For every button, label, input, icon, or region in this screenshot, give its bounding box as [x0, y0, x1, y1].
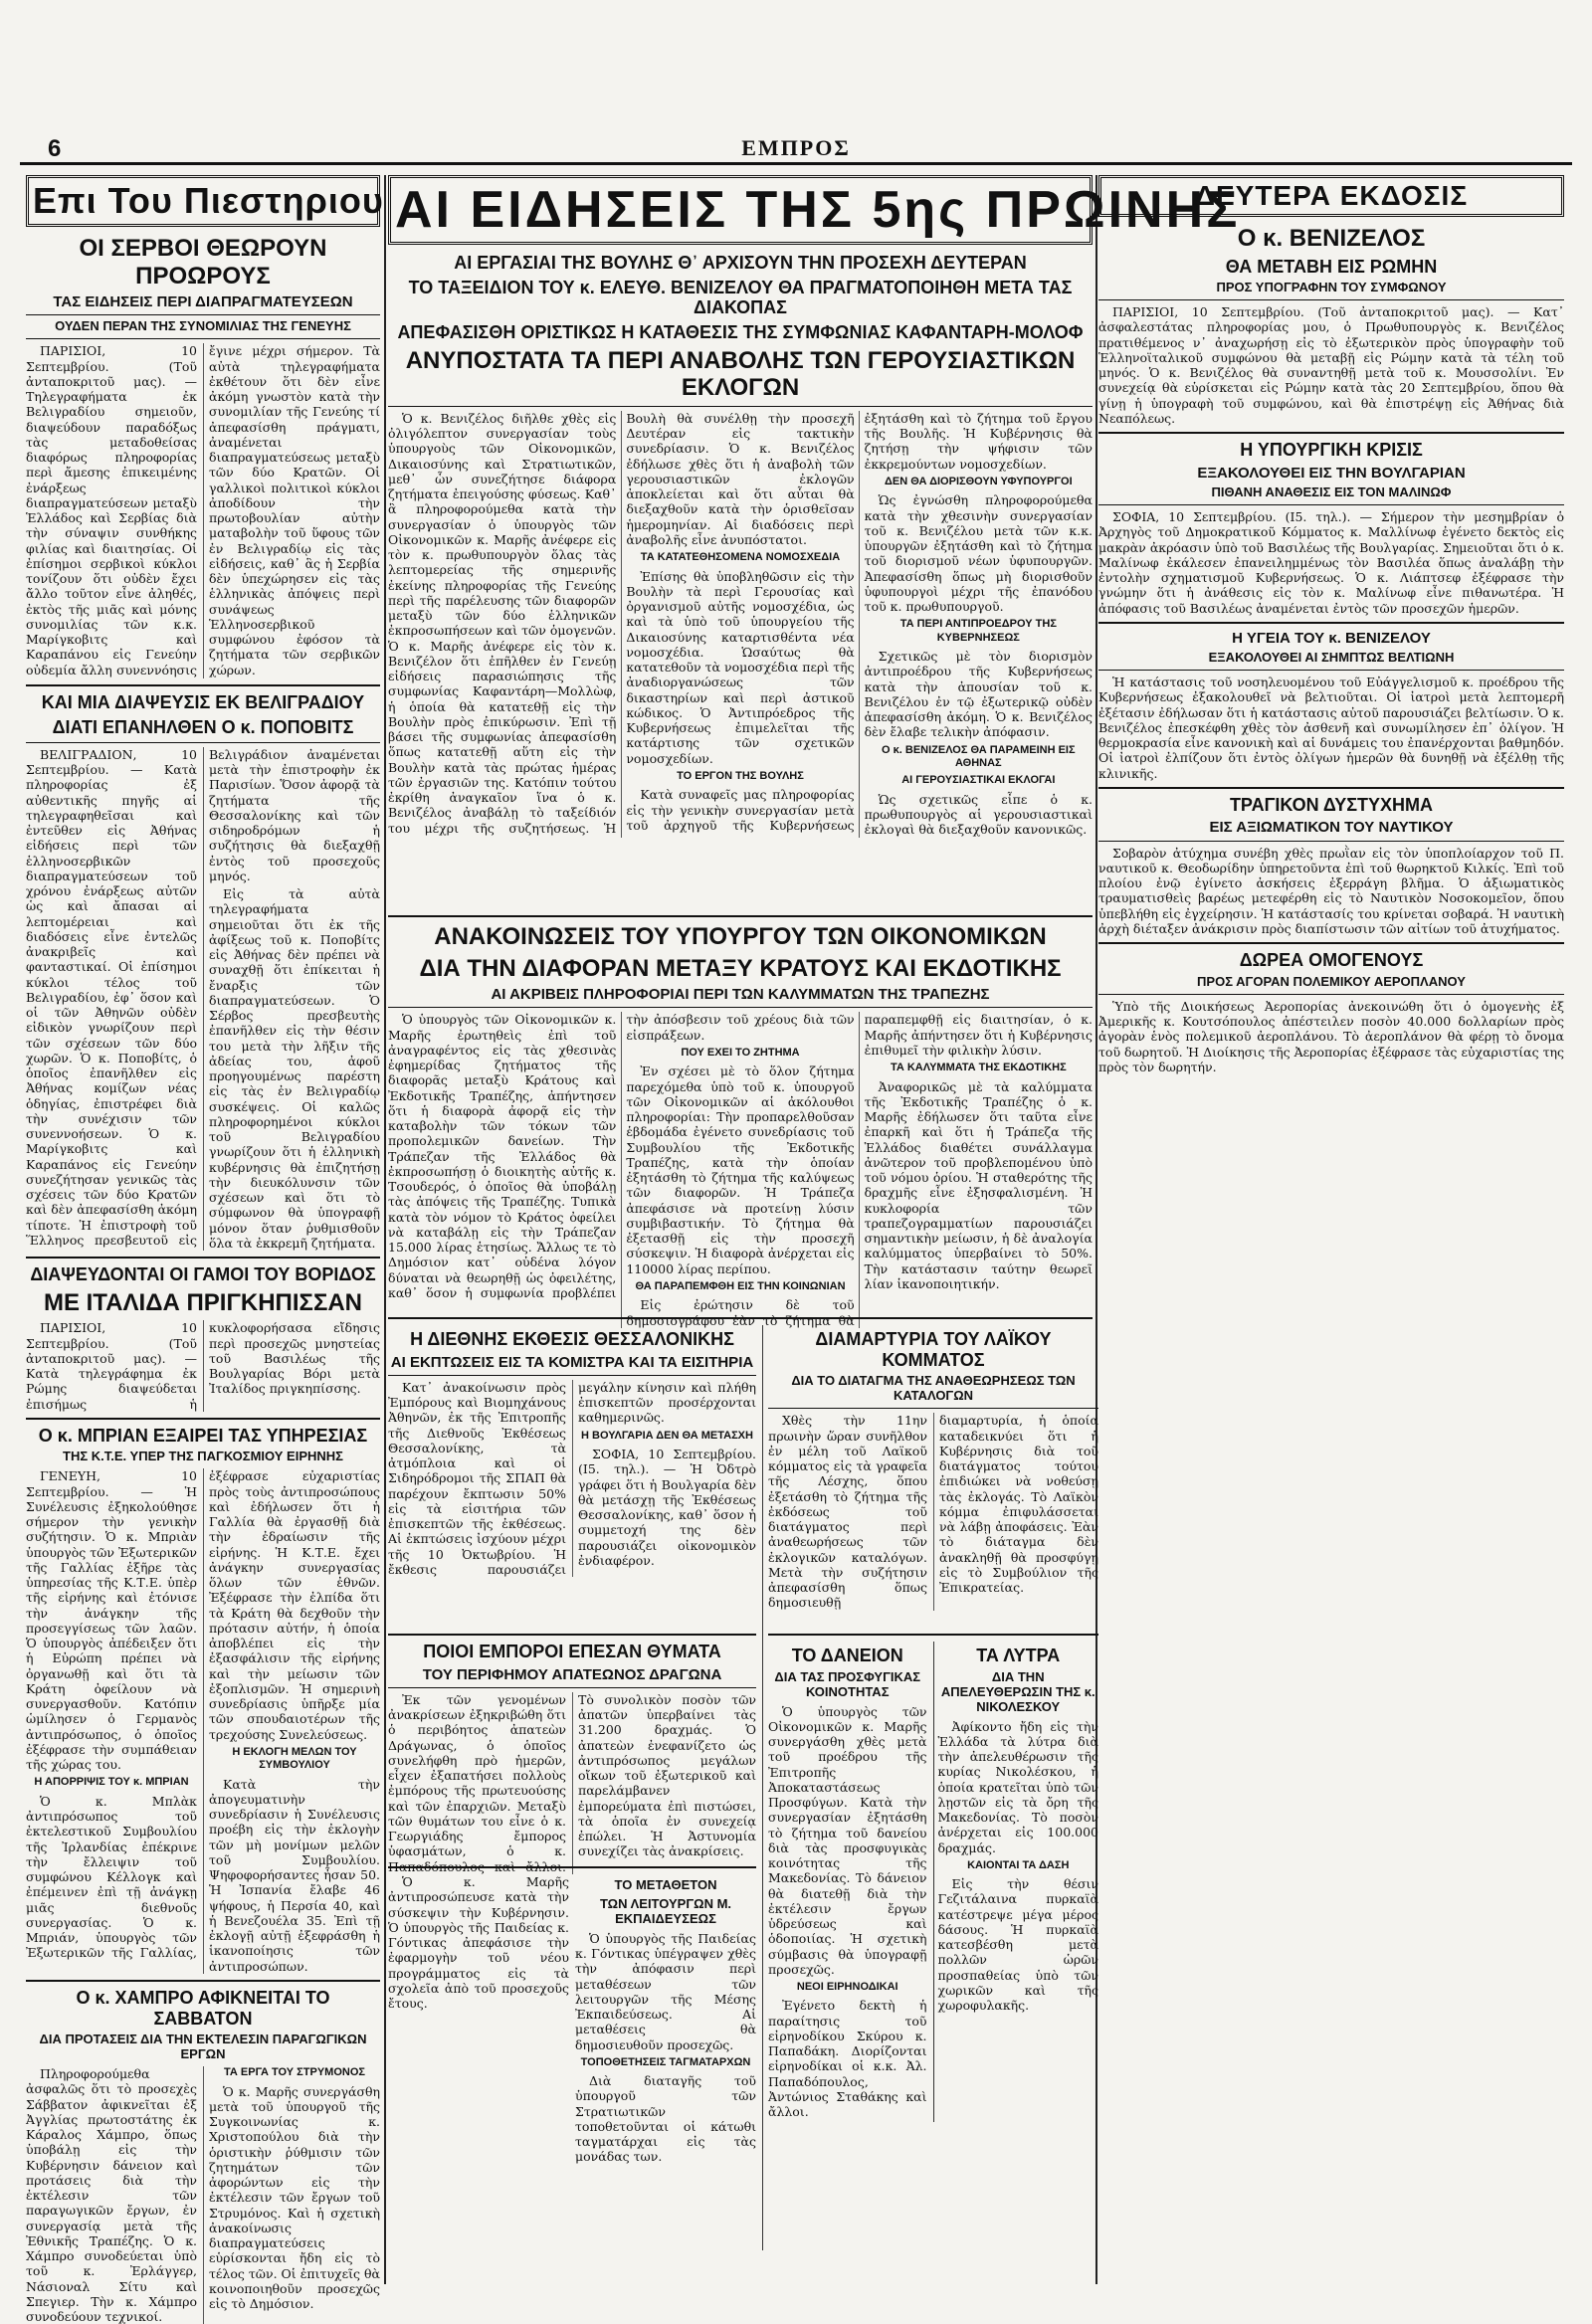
paragraph: Ὁ ὑπουργὸς τῶν Οἰκονομικῶν κ. Μαρῆς συνεργάσθη χθὲς μετὰ τοῦ προέδρου τῆς Ἐπιτροπῆς Ἀποκαταστάσεως Προσφύγων. Κατὰ τὴν συνεργασίαν ἐξητάσθη τὸ ζήτημα τοῦ δανείου διὰ τὰς προσφυγικὰς κοινότητας τῆς Μακεδονίας. Τὸ δάνειον θὰ διατεθῇ διὰ τὴν ἐκτέλεσιν ἔργων ὑδρεύσεως καὶ ὁδοποιίας. Ἡ σχετικὴ σύμβασις θὰ ὑπογραφῇ προσεχῶς.: [768, 1703, 927, 1977]
subheadline: ΑΙ ΕΚΠΤΩΣΕΙΣ ΕΙΣ ΤΑ ΚΟΜΙΣΤΡΑ ΚΑΙ ΤΑ ΕΙΣΙΤΗΡΙΑ: [390, 1353, 754, 1371]
article-health: [1098, 630, 1564, 781]
article-teaching: [388, 1874, 569, 2168]
article-briand: [26, 1426, 380, 1974]
page-number: 6: [48, 135, 62, 162]
headline: ΑΝΥΠΟΣΤΑΤΑ ΤΑ ΠΕΡΙ ΑΝΑΒΟΛΗΣ ΤΩΝ ΓΕΡΟΥΣΙΑΣΤΙΚΩΝ ΕΚΛΟΓΩΝ: [405, 346, 1076, 402]
masthead: [20, 135, 1572, 165]
divider: [1098, 299, 1564, 300]
article-protest: [768, 1329, 1098, 1628]
subheadline: ΘΑ ΜΕΤΑΒΗ ΕΙΣ ΡΩΜΗΝ: [1225, 256, 1438, 277]
subheadline: ΟΥΔΕΝ ΠΕΡΑΝ ΤΗΣ ΣΥΝΟΜΙΛΙΑΣ ΤΗΣ ΓΕΝΕΥΗΣ: [55, 318, 351, 334]
divider: [1098, 670, 1564, 671]
section-banner: ΑΙ ΕΙΔΗΣΕΙΣ ΤΗΣ 5ης ΠΡΩΙΝΗΣ: [388, 175, 1093, 245]
paragraph: Ἐγένετο δεκτὴ ἡ παραίτησις τοῦ εἰρηνοδίκου Σκύρου κ. Παπαδάκη. Διορίζονται εἰρηνοδίκαι οἱ κ.κ. Ἀλ. Παπαδόπουλος, Ἀντώνιος Σταθάκης καὶ ἄλλοι.: [768, 1998, 927, 2120]
article-parliament: [388, 253, 1093, 909]
article-body: [1098, 999, 1564, 1074]
article-naval-accident: [1098, 795, 1564, 936]
divider: [1098, 432, 1564, 434]
paper-name: ΕΜΠΡΟΣ: [741, 135, 851, 160]
divider: [1098, 994, 1564, 995]
column-divider: [384, 175, 386, 2284]
subheadline: ΔΙΑΤΙ ΕΠΑΝΗΛΘΕΝ Ο κ. ΠΟΠΟΒΙΤΣ: [52, 717, 354, 738]
headline: ΤΑ ΛΥΤΡΑ: [976, 1646, 1061, 1665]
headline: ΑΙ ΕΡΓΑΣΙΑΙ ΤΗΣ ΒΟΥΛΗΣ Θ᾽ ΑΡΧΙΣΟΥΝ ΤΗΝ ΠΡΟΣΕΧΗ ΔΕΥΤΕΡΑΝ: [454, 253, 1027, 273]
headline: ΤΟ ΔΑΝΕΙΟΝ: [791, 1646, 903, 1665]
divider: [26, 1418, 380, 1420]
column-center: [388, 175, 1241, 2284]
divider: [26, 1257, 380, 1259]
article-body: [26, 747, 380, 1251]
divider: [1098, 622, 1564, 624]
divider: [768, 1634, 1098, 1636]
section-subhead: ΤΑ ΕΡΓΑ ΤΟΥ ΣΤΡΥΜΟΝΟΣ: [224, 2066, 365, 2079]
headline: ΔΙΑΨΕΥΔΟΝΤΑΙ ΟΙ ΓΑΜΟΙ ΤΟΥ ΒΟΡΙΔΟΣ: [30, 1264, 376, 1284]
divider: [26, 314, 380, 315]
section-title: Επι Του Πιεστηριου: [26, 175, 380, 227]
headline: Ο κ. ΧΑΜΠΡΟ ΑΦΙΚΝΕΙΤΑΙ ΤΟ ΣΑΒΒΑΤΟΝ: [76, 1987, 330, 2029]
subheadline: ΤΑΣ ΕΙΔΗΣΕΙΣ ΠΕΡΙ ΔΙΑΠΡΑΓΜΑΤΕΥΣΕΩΝ: [53, 293, 353, 311]
article-body: [388, 1692, 756, 1874]
paragraph: ΣΟΦΙΑ, 10 Σεπτεμβρίου. (Ι5. τηλ.). — Σήμερον τὴν μεσημβρίαν ὁ Ἀρχηγὸς τοῦ Δημοκρατικοῦ Κόμματος κ. Μαλλίνωφ ἐγένετο δεκτὸς εἰς μακρὰν ἀκρόασιν ὑπὸ τοῦ Βασιλέως τῆς Βουλγαρίας. Σημειοῦται ὅτι ὁ κ. Μαλίνωφ ἐκάλεσεν ἐπανειλημμένως τὸν Βασιλέα ὅπως ἀναλάβῃ τὴν ἐντολὴν σχηματισμοῦ Κυβερνήσεως. Ὁ κ. Λιάπτσεφ ἐξέφρασε τὴν γνώμην ὅτι ἡ ἀνάθεσις εἰς τὸν κ. Μαλίνωφ εἶνε πιθανωτέρα. Ἡ ἀπόφασις τοῦ Βασιλέως ἀναμένεται ἐντὸς τῶν προσεχῶν ἡμερῶν.: [1098, 509, 1564, 616]
article-body: [388, 1874, 569, 2011]
article-bulgaria-crisis: [1098, 440, 1564, 616]
section-subhead: ΤΟΠΟΘΕΤΗΣΕΙΣ ΤΑΓΜΑΤΑΡΧΩΝ: [580, 2055, 751, 2068]
paragraph: ΓΕΝΕΥΗ, 10 Σεπτεμβρίου. — Ἡ Συνέλευσις ἐξηκολούθησε σήμερον τὴν γενικὴν συζήτησιν. Ὁ κ. Μπριὰν ὑπουργὸς τῶν Ἐξωτερικῶν τῆς Γαλλίας ἐξῆρε τὰς ὑπηρεσίας τῆς Κ.Τ.Ε. ὑπὲρ τῆς εἰρήνης καὶ ἐτόνισε τὴν ἀνάγκην τῆς προσεγγίσεως τῶν λαῶν. Ὁ ὑπουργὸς ἀπέδειξεν ὅτι ἡ Εὐρώπη πρέπει νὰ ὀργανωθῇ καὶ ὅτι τὰ Κράτη ὀφείλουν νὰ συνεργασθοῦν. Κατόπιν ὡμίλησεν ὁ Γερμανὸς ἀντιπρόσωπος, ὁ ὁποῖος ἐξέφρασε τὴν συμπάθειαν τῆς χώρας του.: [26, 1468, 197, 1773]
divider: [1098, 504, 1564, 505]
article-body: [1098, 509, 1564, 616]
divider: [388, 1375, 756, 1376]
section-subhead: ΤΑ ΚΑΤΑΤΕΘΗΣΟΜΕΝΑ ΝΟΜΟΣΧΕΔΙΑ: [640, 551, 841, 564]
subheadline: ΜΕ ΙΤΑΛΙΔΑ ΠΡΙΓΚΗΠΙΣΣΑΝ: [43, 1288, 363, 1316]
lower-mini-row: [768, 1642, 1098, 2122]
subheadline: ΠΙΘΑΝΗ ΑΝΑΘΕΣΙΣ ΕΙΣ ΤΟΝ ΜΑΛΙΝΩΦ: [1211, 484, 1452, 500]
article-body: [388, 411, 1093, 838]
article-venizelos-rome: [1098, 225, 1564, 426]
section-subhead: Η ΑΠΟΡΡΙΨΙΣ ΤΟΥ κ. ΜΠΡΙΑΝ: [34, 1776, 189, 1789]
paragraph: Ἐκ τῶν γενομένων ἀνακρίσεων ἐξηκριβώθη ὅτι ὁ περιβόητος ἀπατεὼν Δράγωνας, ὁ ὁποῖος συνελήφθη πρὸ ἡμερῶν, εἶχεν ἐξαπατήσει πολλοὺς ἐμπόρους τῆς πρωτευούσης καὶ τῶν ἐπαρχιῶν. Μεταξὺ τῶν θυμάτων του εἶνε ὁ κ. Γεωργιάδης ἔμπορος ὑφασμάτων, ὁ κ. Παπαδόπουλος καὶ ἄλλοι. Τὸ συνολικὸν ποσὸν τῶν ἀπατῶν ὑπερβαίνει τὰς 31.200 δραχμάς. Ὁ ἀπατεὼν ἐνεφανίζετο ὡς ἀντιπρόσωπος μεγάλων οἴκων τοῦ ἐξωτερικοῦ καὶ παρελάμβανεν ἐμπορεύματα ἐπὶ πιστώσει, τὰ ὁποῖα ἐν συνεχείᾳ ἐπώλει. Ἡ Ἀστυνομία συνεχίζει τὰς ἀνακρίσεις.: [388, 1691, 756, 1874]
article-expo: [388, 1329, 756, 1628]
section-subhead: ΚΑΙΟΝΤΑΙ ΤΑ ΔΑΣΗ: [967, 1858, 1070, 1871]
divider: [388, 915, 1093, 917]
subheadline: ΤΗΣ Κ.Τ.Ε. ΥΠΕΡ ΤΗΣ ΠΑΓΚΟΣΜΙΟΥ ΕΙΡΗΝΗΣ: [63, 1449, 343, 1464]
divider: [1098, 787, 1564, 789]
paragraph: Ὑπὸ τῆς Διοικήσεως Ἀεροπορίας ἀνεκοινώθη ὅτι ὁ ὁμογενὴς ἐξ Ἀμερικῆς κ. Κουτσόπουλος ἀπέστειλεν ποσὸν 40.000 δολλαρίων πρὸς ἀγορὰν ἑνὸς πολεμικοῦ ἀεροπλάνου. Τὸ ἀεροπλάνον θὰ φέρῃ τὸ ὄνομα τοῦ δωρητοῦ. Ἡ Διοίκησις τῆς Ἀεροπορίας ἐξέφρασε τὰς εὐχαριστίας της πρὸς τὸν δωρητήν.: [1098, 998, 1564, 1074]
lower-center-right: [762, 1325, 1098, 2250]
paragraph: Ἐπίσης θὰ ὑποβληθῶσιν εἰς τὴν Βουλὴν τὰ περὶ Γερουσίας καὶ ὀργανισμοῦ αὐτῆς νομοσχέδια, ὡς καὶ τὰ ὑπὸ τοῦ ὑπουργείου τῆς Δικαιοσύνης καταρτισθέντα νέα νομοσχέδια. Ὡσαύτως θὰ κατατεθοῦν τὰ νομοσχέδια περὶ τῆς ἀναδιοργανώσεως τῶν δικαστηρίων καὶ περὶ ἀστικοῦ κώδικος. Ὁ Ἀντιπρόεδρος τῆς Κυβερνήσεως ἐπιμελεῖται τῆς κατάρτισης τῶν σχετικῶν νομοσχεδίων.: [626, 568, 855, 766]
section-subhead: ΝΕΟΙ ΕΙΡΗΝΟΔΙΚΑΙ: [796, 1981, 898, 1994]
subheadline: ΤΟΥ ΠΕΡΙΦΗΜΟΥ ΑΠΑΤΕΩΝΟΣ ΔΡΑΓΩΝΑ: [422, 1665, 722, 1683]
headline: ΑΠΕΦΑΣΙΣΘΗ ΟΡΙΣΤΙΚΩΣ Η ΚΑΤΑΘΕΣΙΣ ΤΗΣ ΣΥΜΦΩΝΙΑΣ ΚΑΦΑΝΤΑΡΗ-ΜΟΛΟΦ: [397, 322, 1084, 343]
paragraph: Ὁ κ. Μαρῆς συνεργάσθη μετὰ τοῦ ὑπουργοῦ τῆς Συγκοινωνίας κ. Χριστοπούλου διὰ τὴν ὁριστικὴν ῥύθμισιν τῶν ζητημάτων τῶν ἀφορώντων εἰς τὴν ἐκτέλεσιν τῶν ἔργων τοῦ Στρυμόνος. Καὶ ἡ σχετικὴ ἀνακοίνωσις διαπραγματεύσεις εὑρίσκονται ἤδη εἰς τὸ τέλος τῶν. Οἱ ἐπιτυχεῖς θὰ κοινοποιηθοῦν προσεχῶς εἰς τὸ Δημόσιον.: [209, 2083, 380, 2312]
article-transfers: [575, 1874, 756, 2168]
paragraph: ΠΑΡΙΣΙΟΙ, 10 Σεπτεμβρίου. (Τοῦ ἀνταποκριτοῦ μας). — Κατ᾽ ἀσφαλεστάτας πληροφορίας μου, ὁ Πρωθυπουργὸς κ. Βενιζέλος πρατιθέμενος ν᾽ ἀναχωρήσῃ εἰς τὸ ἐξωτερικὸν πρὸς ὑπογραφὴν τοῦ Ἑλληνοϊταλικοῦ συμφώνου θὰ μεταβῇ εἰς Ρώμην κατὰ τὰ τέλη τοῦ μηνός. Ὁ κ. Βενιζέλος θὰ συναντηθῇ μετὰ τοῦ κ. Μουσσολίνι. Ἐν συνεχείᾳ θὰ εὑρίσκεται εἰς Ρώμην κατὰ τὰς 20 Σεπτεμβρίου, ὅπου θὰ γίνῃ ἡ ὑπογραφὴ τοῦ συμφώνου, καὶ θὰ ἐπιστρέψῃ εἰς Ἀθήνας διὰ Νεαπόλεως.: [1098, 304, 1564, 426]
article-ransom: [933, 1642, 1099, 2122]
headline: ΔΩΡΕΑ ΟΜΟΓΕΝΟΥΣ: [1239, 950, 1424, 971]
headline: Η ΥΠΟΥΡΓΙΚΗ ΚΡΙΣΙΣ: [1240, 440, 1423, 461]
subheadline: ΕΙΣ ΑΞΙΩΜΑΤΙΚΟΝ ΤΟΥ ΝΑΥΤΙΚΟΥ: [1209, 819, 1454, 837]
article-body: [388, 1012, 1093, 1327]
article-serbs: [26, 235, 380, 678]
paragraph: Κατὰ συναφεῖς μας πληροφορίας εἰς τὴν γενικὴν συνεργασίαν μετὰ τοῦ ἀρχηγοῦ τῆς Κυβερνήσεως ἐξητάσθη καὶ τὸ ζήτημα τοῦ ἔργου τῆς Βουλῆς. Ἡ Κυβέρνησις θὰ ζητήσῃ τὴν ψήφισιν τῶν ἐκκρεμούντων νομοσχεδίων.: [626, 410, 1093, 833]
article-finance: [388, 923, 1093, 1328]
section-subhead: Η ΒΟΥΛΓΑΡΙΑ ΔΕΝ ΘΑ ΜΕΤΑΣΧΗ: [581, 1429, 753, 1442]
column-right: [1098, 175, 1564, 2284]
subheadline: ΔΙΑ ΤΗΝ ΑΠΕΛΕΥΘΕΡΩΣΙΝ ΤΗΣ κ. ΝΙΚΟΛΕΣΚΟΥ: [940, 1668, 1095, 1714]
headline: ΤΡΑΓΙΚΟΝ ΔΥΣΤΥΧΗΜΑ: [1229, 794, 1434, 815]
subheadline: ΕΞΑΚΟΛΟΥΘΕΙ ΑΙ ΣΗΜΠΤΩΣ ΒΕΛΤΙΩΝΗ: [1208, 650, 1455, 666]
paragraph: Κατὰ τὴν ἀπογευματινὴν συνεδρίασιν ἡ Συνέλευσις προέβη εἰς τὴν ἐκλογὴν τῶν μὴ μονίμων μελῶν τοῦ Συμβουλίου. Ψηφοφορήσαντες ἦσαν 50. Ἡ Ἰσπανία ἔλαβε 46 ψήφους, ἡ Περσία 40, καὶ ἡ Βενεζουέλα 35. Ἐπὶ τῇ ἐκλογῇ αὐτῇ ἐξεφράσθη ἡ ἱκανοποίησις τῶν ἀντιπροσώπων.: [209, 1776, 380, 1974]
divider: [1098, 841, 1564, 842]
section-subhead: ΑΙ ΓΕΡΟΥΣΙΑΣΤΙΚΑΙ ΕΚΛΟΓΑΙ: [901, 774, 1056, 787]
headline: ΑΝΑΚΟΙΝΩΣΕΙΣ ΤΟΥ ΥΠΟΥΡΓΟΥ ΤΩΝ ΟΙΚΟΝΟΜΙΚΩΝ: [434, 923, 1047, 950]
divider: [26, 1980, 380, 1982]
article-body: [26, 1320, 380, 1412]
paragraph: Ἡ κατάστασις τοῦ νοσηλευομένου τοῦ Εὐάγγελισμοῦ κ. προέδρου τῆς Κυβερνήσεως ἐξακολουθεῖ νὰ βελτιοῦται. Οἱ ἰατροὶ μετὰ λεπτομερῆ ἐξέτασιν ἐδήλωσαν ὅτι ἡ κατάστασις αὐτοῦ παρουσιάζει βελτίωσιν. Ὁ κ. Βενιζέλος ἐπεσκέφθη χθὲς τὸν ἀσθενῆ καὶ συνωμίλησεν ἐπ᾽ ὀλίγον. Ἡ θερμοκρασία εἶνε κανονικὴ καὶ αἱ δυνάμεις του ἐπανέρχονται βαθμηδόν. Οἱ ἰατροὶ ἐλπίζουν ὅτι ἐντὸς ὀλίγων ἡμερῶν θὰ δυνηθῇ νὰ ἐξέλθῃ τῆς κλινικῆς.: [1098, 675, 1564, 781]
paragraph: Ὡς ἐγνώσθη πληροφορούμεθα κατὰ τὴν χθεσινὴν συνεργασίαν τοῦ κ. Βενιζέλου μετὰ τῶν κ.κ. ὑπουργῶν ἐξητάσθη καὶ τὸ ζήτημα τοῦ διορισμοῦ νέων ὑφυπουργῶν. Ἀπεφασίσθη ὅπως μὴ διορισθοῦν ὑφυπουργοὶ μέχρι τῆς ἐπανόδου τοῦ κ. πρωθυπουργοῦ.: [864, 492, 1093, 615]
section-subhead: ΠΟΥ ΕΧΕΙ ΤΟ ΖΗΤΗΜΑ: [681, 1046, 800, 1059]
subheadline: ΔΙΑ ΤΑΣ ΠΡΟΣΦΥΓΙΚΑΣ ΚΟΙΝΟΤΗΤΑΣ: [774, 1668, 921, 1699]
paragraph: Ὡς σχετικῶς εἶπε ὁ κ. πρωθυπουργὸς αἱ γερουσιαστικαὶ ἐκλογαὶ θὰ διεξαχθοῦν κανονικῶς.: [864, 791, 1093, 838]
paragraph: Ἀφίκοντο ἤδη εἰς τὴν Ἑλλάδα τὰ λύτρα διὰ τὴν ἀπελευθέρωσιν τῆς κυρίας Νικολέσκου, ἡ ὁποία κρατεῖται ὑπὸ τῶν λῃστῶν εἰς τὰ ὄρη τῆς Μακεδονίας. Τὸ ποσὸν ἀνέρχεται εἰς 100.000 δραχμάς.: [937, 1718, 1098, 1855]
headline: Ο κ. ΜΠΡΙΑΝ ΕΞΑΙΡΕΙ ΤΑΣ ΥΠΗΡΕΣΙΑΣ: [38, 1425, 368, 1446]
article-belgrade: [26, 692, 380, 1251]
paragraph: Σχετικῶς μὲ τὸν διορισμὸν ἀντιπροέδρου τῆς Κυβερνήσεως κατὰ τὴν ἀπουσίαν τοῦ κ. Βενιζέλου ἐν τῷ ἐξωτερικῷ οὐδὲν ἀπεφασίσθη ἀκόμη. Ὁ κ. Βενιζέλος δὲν ἔλαβε τελικὴν ἀπόφασιν.: [864, 649, 1093, 740]
paragraph: Κατ᾽ ἀνακοίνωσιν πρὸς Ἐμπόρους καὶ Βιομηχάνους Ἀθηνῶν, ἐκ τῆς Ἐπιτροπῆς τῆς Διεθνοῦς Ἐκθέσεως Θεσσαλονίκης, τὰ ἀτμόπλοια καὶ οἱ Σιδηρόδρομοι τῆς ΣΠΑΠ θὰ παρέχουν ἔκπτωσιν 50% εἰς τὰ εἰσιτήρια τῶν ἐπισκεπτῶν τῆς ἐκθέσεως. Αἱ ἐκπτώσεις ἰσχύουν μέχρι τῆς 10 Ὀκτωβρίου. Ἡ ἔκθεσις παρουσιάζει μεγάλην κίνησιν καὶ πλήθη ἐπισκεπτῶν προσέρχονται καθημερινῶς.: [388, 1379, 756, 1577]
article-loan: [768, 1642, 927, 2122]
article-body: [26, 1468, 380, 1974]
masthead-rule: [20, 162, 1572, 165]
divider: [26, 742, 380, 743]
paragraph: Χθὲς τὴν 11ην πρωινὴν ὥραν συνῆλθον ἐν μέλη τοῦ Λαϊκοῦ κόμματος εἰς τὰ γραφεῖα τῆς Λέσχης, ὅπου ἐξετάσθη τὸ ζήτημα τῆς ἐκδόσεως τοῦ διατάγματος περὶ ἀναθεωρήσεως τῶν ἐκλογικῶν καταλόγων. Μετὰ τὴν συζήτησιν ἀπεφασίσθη ὅπως δημοσιευθῇ διαμαρτυρία, ἡ ὁποία καταδεικνύει ὅτι ἡ Κυβέρνησις διὰ τοῦ διατάγματος τούτου ἐπιδιώκει νὰ νοθεύσῃ τὰς ἐκλογάς. Τὸ Λαϊκὸν κόμμα ἐπιφυλάσσεται νὰ λάβῃ ἀποφάσεις. Ἐὰν τὸ διάταγμα δὲν ἀνακληθῇ θὰ προσφύγῃ εἰς τὸ Συμβούλιον τῆς Ἐπικρατείας.: [768, 1413, 1098, 1611]
subheadline: ΤΩΝ ΛΕΙΤΟΥΡΓΩΝ Μ. ΕΚΠΑΙΔΕΥΣΕΩΣ: [599, 1895, 732, 1926]
article-body: [768, 1704, 927, 2120]
section-subhead: ΤΑ ΚΑΛΥΜΜΑΤΑ ΤΗΣ ΕΚΔΟΤΙΚΗΣ: [890, 1062, 1067, 1074]
subheadline: ΑΙ ΑΚΡΙΒΕΙΣ ΠΛΗΡΟΦΟΡΙΑΙ ΠΕΡΙ ΤΩΝ ΚΑΛΥΜΜΑΤΩΝ ΤΗΣ ΤΡΑΠΕΖΗΣ: [491, 986, 990, 1004]
paragraph: Σοβαρὸν ἀτύχημα συνέβη χθὲς πρωῒαν εἰς τὸν ὑποπλοίαρχον τοῦ Π. ναυτικοῦ κ. Θεοδωρίδην ὑπηρετοῦντα ἐπὶ τοῦ θωρηκτοῦ Κιλκίς. Ἐπὶ τοῦ πλοίου ἐνῷ ἐγίνετο ἀσκήσεις ἐξερράγη βλῆμα. Ὁ ἀξιωματικὸς τραυματισθεὶς βαρέως μετεφέρθη εἰς τὸ Ναυτικὸν Νοσοκομεῖον, ὅπου ὑπεβλήθη εἰς ἐγχείρησιν. Ἡ κατάστασίς του κρίνεται σοβαρά. Ἡ ναυτικὴ ἀρχὴ διέταξεν ἀνάκρισιν πρὸς διαπίστωσιν τῶν αἰτίων τοῦ ἀτυχήματος.: [1098, 845, 1564, 936]
divider: [26, 684, 380, 686]
section-subhead: ΘΑ ΠΑΡΑΠΕΜΦΘΗ ΕΙΣ ΤΗΝ ΚΟΙΝΩΝΙΑΝ: [635, 1279, 846, 1292]
paragraph: Ἐν σχέσει μὲ τὸ ὅλον ζήτημα παρεχόμεθα ὑπὸ τοῦ κ. ὑπουργοῦ τῶν Οἰκονομικῶν αἱ ἀκόλουθοι πληροφορίαι: Τὴν προπαρελθοῦσαν ἑβδομάδα ἐγένετο συνεδρίασις τοῦ Συμβουλίου τῆς Ἐκδοτικῆς Τραπέζης, κατὰ τὴν ὁποίαν ἐξητάσθη τὸ ζήτημα τῆς καλύψεως τῶν διαφορῶν. Ἡ Τράπεζα ἀπεφάσισε νὰ προτείνῃ λύσιν συμβιβαστικήν. Τὸ ζήτημα θὰ ἐξετασθῇ εἰς τὴν προσεχῆ σύσκεψιν. Ἡ διαφορὰ ἀνέρχεται εἰς 110000 λίρας περίπου.: [626, 1064, 855, 1276]
section-subhead: ΤΑ ΠΕΡΙ ΑΝΤΙΠΡΟΕΔΡΟΥ ΤΗΣ ΚΥΒΕΡΝΗΣΕΩΣ: [899, 618, 1057, 644]
paragraph: Ὁ ὑπουργὸς τῶν Οἰκονομικῶν κ. Μαρῆς ἐρωτηθεὶς ἐπὶ τοῦ ἀναγραφέντος εἰς τὰς χθεσινὰς ἐφημερίδας ζητήματος τῆς διαφορᾶς μεταξὺ Κράτους καὶ Ἐκδοτικῆς Τραπέζης, ἀπήντησεν ὅτι ἡ διαφορὰ ἀφορᾷ εἰς τὴν καταβολὴν τῶν τόκων τῶν προπολεμικῶν δανείων. Τὴν Τράπεζαν τῆς Ἑλλάδος θὰ ἐκπροσωπήσῃ ὁ διοικητὴς αὐτῆς κ. Τσουδερός, ὁ ὁποῖος θὰ ὑποβάλῃ τὰς ἀπόψεις τῆς Τραπέζης. Τυπικὰ κατὰ τὸν νόμον τὸ Κράτος ὀφείλει νὰ καταβάλῃ εἰς τὴν Τράπεζαν 15.000 λίρας ἑτησίως. Ἄλλως τε τὸ Δημόσιον κατ᾽ οὐδένα λόγον δύναται νὰ θεωρηθῇ ὡς ὀφειλέτης, καθ᾽ ὅσον ἡ συμφωνία προβλέπει τὴν ἀπόσβεσιν τοῦ χρέους διὰ τῶν εἰσπράξεων.: [388, 1012, 855, 1300]
headline: ΟΙ ΣΕΡΒΟΙ ΘΕΩΡΟΥΝ ΠΡΟΩΡΟΥΣ: [79, 235, 327, 290]
paragraph: Ὁ κ. Μπλὰκ ἀντιπρόσωπος τοῦ ἐκτελεστικοῦ Συμβουλίου τῆς Ἰρλανδίας ἐπέκρινε τὴν ἔλλειψιν τοῦ συμφώνου Κέλλογκ καὶ ἐπέμεινεν ἐπὶ τῇ ἀνάγκῃ μιᾶς διεθνοῦς συνεργασίας. Ὁ κ. Μπριάν, ὑπουργὸς τῶν Ἐξωτερικῶν τῆς Γαλλίας, ἐξέφρασε εὐχαριστίας πρὸς τοὺς ἀντιπροσώπους καὶ ἐδήλωσεν ὅτι ἡ Γαλλία θὰ ἐργασθῇ διὰ τὴν ἐδραίωσιν τῆς εἰρήνης. Ἡ Κ.Τ.Ε. ἔχει ἀνάγκην συνεργασίας ὅλων τῶν ἐθνῶν. Ἐξέφρασε τὴν ἐλπίδα ὅτι τὰ Κράτη θὰ δεχθοῦν τὴν πρότασιν αὐτήν, ἡ ὁποία ἀποβλέπει εἰς τὴν ἐξασφάλισιν τῆς εἰρήνης καὶ τὴν μείωσιν τῶν ἐξοπλισμῶν. Ἡ σημερινὴ συνεδρίασις ὑπῆρξε μία τῶν σπουδαιοτέρων τῆς τρεχούσης Συνελεύσεως.: [26, 1468, 380, 1961]
paragraph: Ὁ κ. Βενιζέλος διῆλθε χθὲς εἰς ὀλιγόλεπτον συνεργασίαν τοὺς ὑπουργοὺς τῶν Οἰκονομικῶν, Δικαιοσύνης καὶ Στρατιωτικῶν, μεθ᾽ ὧν συνεζήτησε διάφορα ζητήματα ἐπειγούσης φύσεως. Καθ᾽ ἃ πληροφορούμεθα κατὰ τὴν συνεργασίαν ὁ ὑπουργὸς τῶν Οἰκονομικῶν κ. Μαρῆς ἀνέφερε εἰς τὸν κ. πρωθυπουργὸν ὅλας τὰς λεπτομερείας τῆς σημερινῆς ἐκείνης πληροφορίας τῆς Γενεύης περὶ τῆς παρέλευσης τῶν διαφορῶν μεταξὺ τῶν δύο ἑλληνικῶν ἐκπροσωπήσεων καὶ τῶν ὁμογενῶν. Ὁ κ. Μαρῆς ἀνέφερε εἰς τὸν κ. Βενιζέλον ὅτι ἐπῆλθεν ἐν Γενεύῃ εἰδήσεις παρασιώπησις τῆς συμφωνίας Καφαντάρη—Μολλὼφ, ἡ ὁποία θὰ κατατεθῇ εἰς τὴν Βουλὴν πρὸς ἐπικύρωσιν. Ἐπὶ τῇ βάσει τῆς συμφωνίας ἀπεφασίσθη ὅπως κατατεθῇ αὕτη εἰς τὴν Βουλὴν κατὰ τὰς πρώτας ἡμέρας τῶν ἐργασιῶν της. Κατόπιν τούτου ἐκρίθη ἀναγκαῖον ἵνα ὁ κ. Βενιζέλος ἀναβάλῃ τὸ ταξείδιόν του μέχρι τῆς συζητήσεως. Ἡ Βουλὴ θὰ συνέλθῃ τὴν προσεχῆ Δευτέραν εἰς τακτικὴν συνεδρίασιν. Ὁ κ. Βενιζέλος ἐδήλωσε χθὲς ὅτι ἡ ἀναβολὴ τῶν γερουσιαστικῶν ἐκλογῶν ἀποκλείεται καὶ ὅτι αὗται θὰ διεξαχθοῦν κατὰ τὴν ὁρισθεῖσαν ἡμερομηνίαν. Αἱ διαδόσεις περὶ ἀναβολῆς εἶνε ἀνυπόστατοι.: [388, 410, 855, 836]
subheadline: ΕΞΑΚΟΛΟΥΘΕΙ ΕΙΣ ΤΗΝ ΒΟΥΛΓΑΡΙΑΝ: [1197, 464, 1466, 482]
divider: [388, 406, 1093, 407]
headline: ΤΟ ΜΕΤΑΘΕΤΟΝ: [614, 1877, 717, 1892]
column-left: [26, 175, 384, 2324]
lower-center-left: [388, 1325, 756, 2250]
lower-center-row: [388, 1325, 1098, 2250]
section-subhead: ΔΕΝ ΘΑ ΔΙΟΡΙΣΘΟΥΝ ΥΦΥΠΟΥΡΓΟΙ: [885, 475, 1073, 487]
article-body: [26, 343, 380, 678]
headline: ΠΟΙΟΙ ΕΜΠΟΡΟΙ ΕΠΕΣΑΝ ΘΥΜΑΤΑ: [423, 1642, 721, 1661]
headline: ΔΙΑΜΑΡΤΥΡΙΑ ΤΟΥ ΛΑΪΚΟΥ ΚΟΜΜΑΤΟΣ: [815, 1329, 1052, 1370]
paragraph: Εἰς ἐρώτησιν δὲ τοῦ δημοσιογράφου ἐὰν τὸ ζήτημα θὰ παραπεμφθῇ εἰς διαιτησίαν, ὁ κ. Μαρῆς ἀπήντησεν ὅτι ἡ Κυβέρνησις ἐπιθυμεῖ τὴν φιλικὴν λύσιν.: [626, 1012, 1093, 1328]
section-subhead: Η ΕΚΛΟΓΗ ΜΕΛΩΝ ΤΟΥ ΣΥΜΒΟΥΛΙΟΥ: [232, 1745, 357, 1772]
paragraph: ΒΕΛΙΓΡΑΔΙΟΝ, 10 Σεπτεμβρίου. — Κατὰ πληροφορίας ἐξ αὐθεντικῆς πηγῆς αἱ τηλεγραφηθεῖσαι καὶ ἐντεῦθεν εἰς Ἀθήνας εἰδήσεις περὶ τῶν ἑλληνοσερβικῶν διαπραγματεύσεων τοῦ χρόνου ἐνάρξεως αὐτῶν ὡς καὶ ἄπασαι αἱ λεπτομέρειαι καὶ διαδόσεις εἶνε ἐντελῶς ἀνακριβεῖς καὶ φανταστικαί. Οἱ ἐπίσημοι κύκλοι τέλος τοῦ Βελιγραδίου, ἐφ᾽ ὅσον καὶ οἱ τῶν Ἀθηνῶν οὐδὲν εἰδικὸν γνωρίζουν περὶ τῶν σχέσεων τῶν δύο χωρῶν. Ὁ κ. Ποποβίτς, ὁ ὁποῖος ἐπανῆλθεν εἰς Ἀθήνας κομίζων νέας ὁδηγίας, ἐπιστρέφει διὰ τὴν συνέχισιν τῶν συνεννοήσεων. Ὁ κ. Μαρίγκοβιτς καὶ Καραπάνος εἰς Γενεύην συνεζήτησαν γενικῶς τὰς σχέσεις τῶν δύο Κρατῶν καὶ δὲν ἀπεφασίσθη ἀκόμη τίποτε. Ἡ ἐπιστροφὴ τοῦ Ἕλληνος πρεσβευτοῦ εἰς Βελιγράδιον ἀναμένεται μετὰ τὴν ἐπιστροφὴν ἐκ Παρισίων. Ὅσον ἀφορᾷ τὰ ζητήματα τῆς Θεσσαλονίκης καὶ τῶν σιδηροδρόμων ἡ συζήτησις θὰ διεξαχθῇ ἐντὸς τοῦ προσεχοῦς μηνός.: [26, 746, 380, 1248]
section-subhead: ΤΟ ΕΡΓΟΝ ΤΗΣ ΒΟΥΛΗΣ: [677, 769, 804, 782]
article-donation: [1098, 950, 1564, 1074]
paragraph: Εἰς τὴν θέσιν Γεζιτάλαινα πυρκαϊὰ κατέστρεψε μέγα μέρος δάσους. Ἡ πυρκαϊὰ κατεσβέσθη μετὰ πολλῶν ὡρῶν προσπαθείας ὑπὸ τῶν χωρικῶν καὶ τῆς χωροφυλακῆς.: [937, 1876, 1098, 2014]
paragraph: Ὁ ὑπουργὸς τῆς Παιδείας κ. Γόντικας ὑπέγραψεν χθὲς τὴν ἀπόφασιν περὶ μεταθέσεων τῶν λειτουργῶν τῆς Μέσης Ἐκπαιδεύσεως. Αἱ μεταθέσεις θὰ δημοσιευθοῦν προσεχῶς.: [575, 1930, 756, 2052]
headline: ΚΑΙ ΜΙΑ ΔΙΑΨΕΥΣΙΣ ΕΚ ΒΕΛΙΓΡΑΔΙΟΥ: [41, 692, 365, 713]
article-body: [768, 1413, 1098, 1610]
headline: ΔΙΑ ΤΗΝ ΔΙΑΦΟΡΑΝ ΜΕΤΑΞΥ ΚΡΑΤΟΥΣ ΚΑΙ ΕΚΔΟΤΙΚΗΣ: [419, 954, 1062, 982]
divider: [768, 1408, 1098, 1409]
article-body: [575, 1931, 756, 2165]
subheadline: ΔΙΑ ΤΟ ΔΙΑΤΑΓΜΑ ΤΗΣ ΑΝΑΘΕΩΡΗΣΕΩΣ ΤΩΝ ΚΑΤΑΛΟΓΩΝ: [791, 1373, 1076, 1404]
paragraph: ΠΑΡΙΣΙΟΙ, 10 Σεπτεμβρίου. (Τοῦ ἀνταποκριτοῦ μας). — Τηλεγραφήματα ἐκ Βελιγραδίου σημειοῦν, διαψεύδουν παραδόξως τὰς μεταδοθείσας διαφόρως πληροφορίας περὶ ἄμεσης ἐπικειμένης ἐνάρξεως διαπραγματεύσεων μεταξὺ Ἑλλάδος καὶ Σερβίας διὰ τὴν σύναψιν συνθήκης φιλίας καὶ διαιτησίας. Οἱ ἐπίσημοι σερβικοὶ κύκλοι τονίζουν ὅτι οὐδὲν ἔχει ἄλλο τοῦτον εἶνε ἀληθές, ἐκτὸς τῆς μιᾶς καὶ μόνης συνομιλίας τῶν κ.κ. Μαρίγκοβιτς καὶ Καραπάνου εἰς Γενεύην οὐδεμία ἄλλη συνεννόησις ἔγινε μέχρι σήμερον. Τὰ αὐτὰ τηλεγραφήματα ἐκθέτουν ὅτι δὲν εἶνε ἀκόμη γνωστὸν κατὰ τὴν συνομιλίαν τῆς Γενεύης τί ἀπεφασίσθη πράγματι, ἀναμένεται διαπραγματεύσεως μεταξὺ τῶν δύο Κρατῶν. Οἱ γαλλικοὶ πολιτικοὶ κύκλοι ἀποδίδουν τὴν πρωτοβουλίαν αὐτὴν ματαβολὴν τοῦ ὕφους τῶν ἐν Βελιγραδίῳ εἰς τὰς εἰδήσεις, καθ᾽ ἃς ἡ Σερβία δὲν ὑπεχώρησεν εἰς τὰς ἑλληνικὰς ἀπόψεις περὶ συνάψεως Ἑλληνοσερβικοῦ συμφώνου ἐφόσον τὰ ζητήματα τῶν σερβικῶν χώρων.: [26, 343, 380, 678]
divider: [1098, 942, 1564, 944]
article-boris: [26, 1264, 380, 1412]
headline: Ο κ. ΒΕΝΙΖΕΛΟΣ: [1237, 225, 1426, 252]
article-merchants: [388, 1642, 756, 1874]
article-body: [26, 2066, 380, 2324]
divider: [26, 338, 380, 339]
divider: [388, 1634, 756, 1636]
paragraph: Ὁ κ. Μαρῆς ἀντιπροσώπευσε κατὰ τὴν σύσκεψιν τὴν Κυβέρνησιν. Ὁ ὑπουργὸς τῆς Παιδείας κ. Γόντικας ἀπεφάσισε τὴν ἐφαρμογὴν τοῦ νέου προγράμματος εἰς τὰ σχολεῖα ἀπὸ τοῦ προσεχοῦς ἔτους.: [388, 1874, 569, 2011]
subheadline: ΠΡΟΣ ΑΓΟΡΑΝ ΠΟΛΕΜΙΚΟΥ ΑΕΡΟΠΛΑΝΟΥ: [1197, 973, 1466, 989]
article-body: [1098, 675, 1564, 781]
article-body: [1098, 846, 1564, 937]
headline: ΤΟ ΤΑΞΕΙΔΙΟΝ ΤΟΥ κ. ΕΛΕΥΘ. ΒΕΝΙΖΕΛΟΥ ΘΑ ΠΡΑΓΜΑΤΟΠΟΙΗΘΗ ΜΕΤΑ ΤΑΣ ΔΙΑΚΟΠΑΣ: [408, 277, 1073, 318]
paragraph: Διὰ διαταγῆς τοῦ ὑπουργοῦ τῶν Στρατιωτικῶν τοποθετοῦνται οἱ κάτωθι ταγματάρχαι εἰς τὰς μονάδας των.: [575, 2073, 756, 2165]
article-body: [938, 1719, 1099, 2014]
subheadline: ΔΙΑ ΠΡΟΤΑΣΕΙΣ ΔΙΑ ΤΗΝ ΕΚΤΕΛΕΣΙΝ ΠΑΡΑΓΩΓΙΚΩΝ ΕΡΓΩΝ: [39, 2032, 367, 2062]
divider: [388, 1007, 1093, 1008]
subheadline: ΠΡΟΣ ΥΠΟΓΡΑΦΗΝ ΤΟΥ ΣΥΜΦΩΝΟΥ: [1216, 280, 1447, 295]
headline: Η ΔΙΕΘΝΗΣ ΕΚΘΕΣΙΣ ΘΕΣΣΑΛΟΝΙΚΗΣ: [410, 1329, 734, 1349]
article-body: [388, 1380, 756, 1577]
divider: [388, 1687, 756, 1688]
paragraph: ΣΟΦΙΑ, 10 Σεπτεμβρίου. (Ι5. τηλ.). — Ἡ Ὀδτρὸ γράφει ὅτι ἡ Βουλγαρία δὲν θὰ μετάσχῃ τῆς Ἐκθέσεως Θεσσαλονίκης, καθ᾽ ὅσον ἡ συμμετοχή της δὲν παρουσιάζει οἰκονομικὸν ἐνδιαφέρον.: [578, 1447, 756, 1568]
section-title: ΔΕΥΤΕΡΑ ΕΚΔΟΣΙΣ: [1098, 175, 1564, 217]
section-subhead: Ο κ. ΒΕΝΙΖΕΛΟΣ ΘΑ ΠΑΡΑΜΕΙΝΗ ΕΙΣ ΑΘΗΝΑΣ: [882, 743, 1076, 770]
paragraph: ΠΑΡΙΣΙΟΙ, 10 Σεπτεμβρίου. (Τοῦ ἀνταποκριτοῦ μας). — Κατὰ τηλεγράφημα ἐκ Ρώμης διαψεύδεται ἐπισήμως ἡ κυκλοφορήσασα εἴδησις περὶ προσεχῶς μνηστείας τοῦ Βασιλέως τῆς Βουλγαρίας Βόρι μετὰ Ἰταλίδος πριγκηπίσσης.: [26, 1320, 380, 1412]
article-hambro: [26, 1988, 380, 2324]
headline: Η ΥΓΕΙΑ ΤΟΥ κ. ΒΕΝΙΖΕΛΟΥ: [1232, 629, 1431, 647]
paragraph: Πληροφορούμεθα ἀσφαλῶς ὅτι τὸ προσεχὲς Σάββατον ἀφικνεῖται ἐξ Ἀγγλίας πρωτοστάτης ἐκ Κάραλος Χάμπρο, ὅπως ὑποβάλῃ εἰς τὴν Κυβέρνησιν δάνειον καὶ προτάσεις διὰ τὴν ἐκτέλεσιν τῶν παραγωγικῶν ἔργων, ἐν συνεργασίᾳ μετὰ τῆς Ἐθνικῆς Τραπέζης. Ὁ κ. Χάμπρο συνοδεύεται ὑπὸ τοῦ κ. Ἐρλάγγερ, Νάσιοναλ Σίτυ καὶ Σπεγιερ. Τὴν κ. Χάμπρο συνοδεύουν τεχνικοί.: [26, 2066, 197, 2324]
lower-mini-row: [388, 1874, 756, 2168]
article-body: [1098, 304, 1564, 426]
paragraph: Εἰς τὰ αὐτὰ τηλεγραφήματα σημειοῦται ὅτι ἐκ τῆς ἀφίξεως τοῦ κ. Ποποβίτς εἰς Ἀθήνας δὲν πρέπει νὰ συναχθῇ ὅτι ἐπίκειται ἡ ἔναρξις τῶν διαπραγματεύσεων. Ὁ Σέρβος πρεσβευτὴς ἐπανῆλθεν εἰς τὴν θέσιν του μετὰ τὴν λῆξιν τῆς ἀδείας του, ἀφοῦ προηγουμένως παρέστη εἰς τὰς ἐν Βελιγραδίῳ συσκέψεις. Οἱ καλῶς πληροφορημένοι κύκλοι τοῦ Βελιγραδίου γνωρίζουν ὅτι ἡ ἑλληνικὴ κυβέρνησις θὰ ἐπιζητήσῃ τὴν διευκόλυνσιν τῶν σχέσεων καὶ ὅτι τὸ σύμφωνον θὰ ὑπογραφῇ μόνον ὅταν ῥυθμισθοῦν ὅλα τὰ ἐκκρεμῆ ζητήματα.: [209, 886, 380, 1251]
paragraph: Ἀναφορικῶς μὲ τὰ καλύμματα τῆς Ἐκδοτικῆς Τραπέζης ὁ κ. Μαρῆς ἐδήλωσεν ὅτι ταῦτα εἶνε ἐπαρκῆ καὶ ὅτι ἡ Τράπεζα τῆς Ἑλλάδος διαθέτει συνάλλαγμα ἀνῶτερον τοῦ προβλεπομένου ὑπὸ τοῦ νόμου ὁρίου. Ἡ σταθερότης τῆς δραχμῆς εἶνε ἐξησφαλισμένη. Ἡ κυκλοφορία τῶν τραπεζογραμματίων παρουσιάζει σημαντικὴν μείωσιν, ἡ δὲ ἀναλογία καλύμματος ὑπερβαίνει τὸ 50%. Τὴν κατάστασιν ταύτην θεωρεῖ λίαν ἱκανοποιητικήν.: [864, 1078, 1093, 1291]
